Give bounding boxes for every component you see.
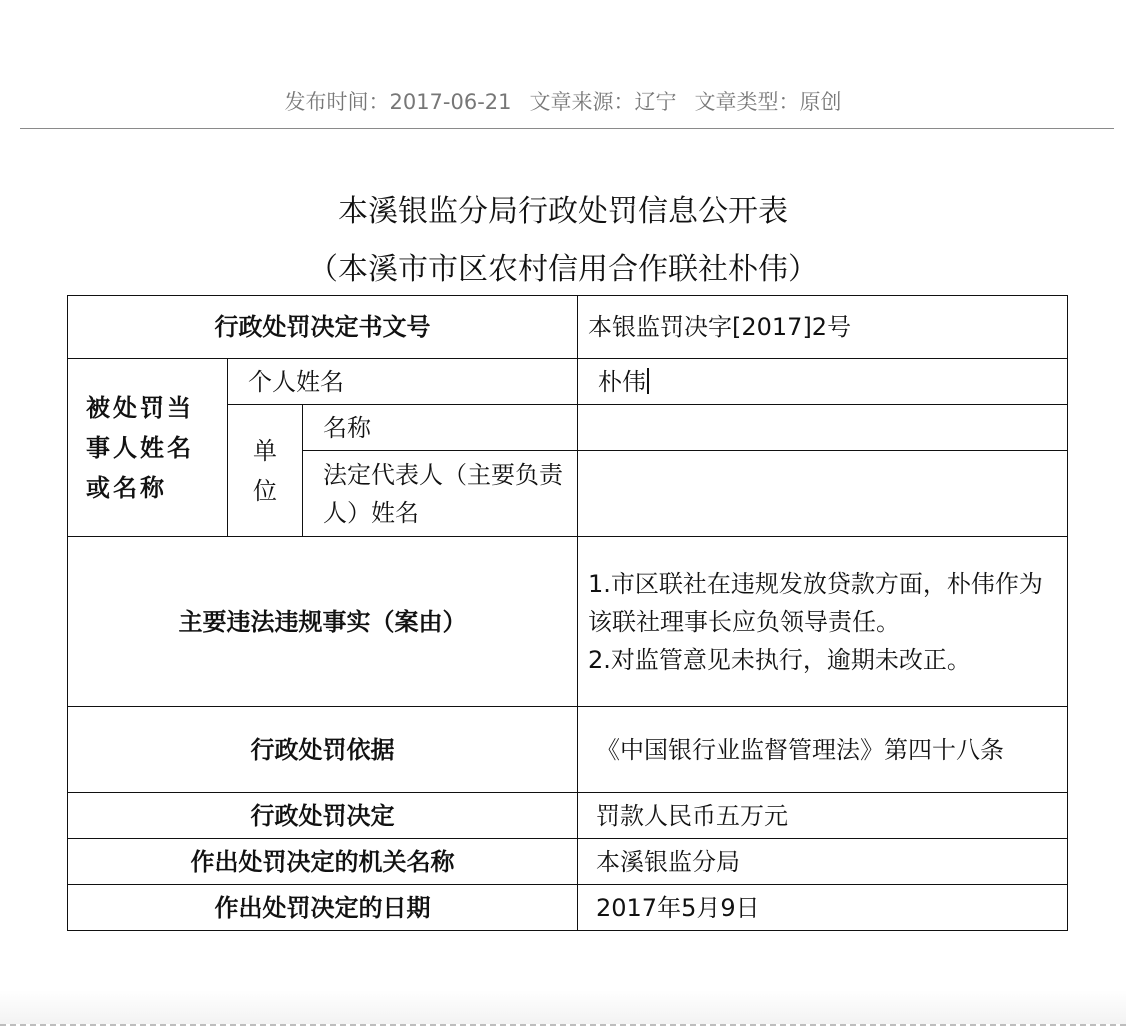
facts-value-1: 1.市区联社在违规发放贷款方面，朴伟作为该联社理事长应负领导责任。	[588, 569, 1043, 636]
basis-value: 《中国银行业监督管理法》第四十八条	[578, 707, 1068, 793]
article-source: 文章来源：辽宁	[529, 90, 677, 114]
doc-no-label: 行政处罚决定书文号	[68, 296, 578, 359]
party-label: 被处罚当事人姓名或名称	[68, 359, 228, 537]
basis-label: 行政处罚依据	[68, 707, 578, 793]
date-value: 2017年5月9日	[578, 885, 1068, 931]
article-type: 文章类型：原创	[694, 90, 842, 114]
authority-label: 作出处罚决定的机关名称	[68, 839, 578, 885]
facts-cell	[578, 537, 1068, 707]
unit-label: 单位	[228, 405, 303, 537]
table-row	[68, 839, 1068, 885]
person-name-label: 个人姓名	[228, 359, 578, 405]
table-row	[68, 359, 1068, 405]
doc-no-value: 本银监罚决字[2017]2号	[578, 296, 1068, 359]
page-subtitle: （本溪市市区农村信用合作联社朴伟）	[308, 252, 818, 287]
unit-name-label: 名称	[303, 405, 578, 451]
header-divider	[20, 128, 1114, 129]
decision-value: 罚款人民币五万元	[578, 793, 1068, 839]
decision-label: 行政处罚决定	[68, 793, 578, 839]
table-row	[68, 707, 1068, 793]
table-row	[68, 793, 1068, 839]
table-row	[68, 885, 1068, 931]
facts-label: 主要违法违规事实（案由）	[68, 537, 578, 707]
facts-value-2: 2.对监管意见未执行，逾期未改正。	[588, 645, 971, 674]
person-name-cell[interactable]	[578, 359, 1068, 405]
unit-name-value	[578, 405, 1068, 451]
table-row	[68, 537, 1068, 707]
article-meta	[0, 86, 1126, 116]
publish-time: 发布时间：2017-06-21	[284, 90, 512, 114]
text-cursor	[647, 368, 649, 394]
person-name-value: 朴伟	[598, 367, 646, 396]
legal-rep-value	[578, 451, 1068, 537]
footer-shade	[0, 990, 1126, 1024]
legal-rep-label: 法定代表人（主要负责人）姓名	[303, 451, 578, 537]
table-row	[68, 296, 1068, 359]
penalty-info-table	[67, 295, 1068, 931]
footer-divider	[0, 1024, 1126, 1026]
page-title: 本溪银监分局行政处罚信息公开表	[338, 194, 788, 229]
date-label: 作出处罚决定的日期	[68, 885, 578, 931]
authority-value: 本溪银监分局	[578, 839, 1068, 885]
